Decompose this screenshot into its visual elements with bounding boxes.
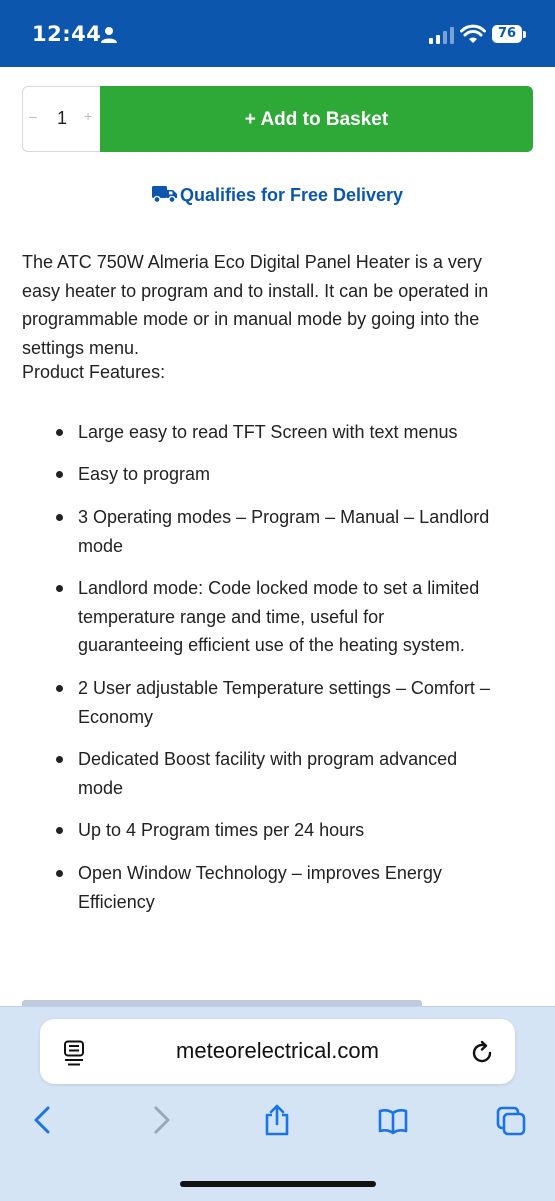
list-item <box>78 418 528 447</box>
feature-line: Dedicated Boost facility with program advanced <box>78 749 458 769</box>
list-item <box>78 460 528 489</box>
list-item <box>78 674 528 731</box>
bullet <box>56 685 63 692</box>
page-menu-icon[interactable] <box>62 1040 86 1066</box>
bookmarks-icon[interactable] <box>378 1104 408 1136</box>
list-item <box>78 745 528 802</box>
feature-line: 3 Operating modes – Program – Manual – Landlord <box>78 507 490 527</box>
feature-line: 2 User adjustable Temperature settings – Comfort – <box>78 678 490 698</box>
free-delivery-text: Qualifies for Free Delivery <box>179 185 404 205</box>
list-item <box>78 816 528 845</box>
quantity-increase-button[interactable]: + <box>84 108 93 124</box>
feature-line: temperature range and time, useful for <box>78 606 385 627</box>
status-time: 12:44 <box>32 22 102 46</box>
share-icon[interactable] <box>262 1104 292 1136</box>
list-item <box>78 574 528 660</box>
home-indicator[interactable] <box>180 1181 376 1187</box>
feature-line: mode <box>78 777 124 798</box>
wifi-icon <box>460 24 486 44</box>
description-line: settings menu. <box>22 337 140 358</box>
description-line: programmable mode or in manual mode by going into the <box>22 309 480 329</box>
quantity-value[interactable]: 1 <box>57 108 68 128</box>
truck-icon <box>152 184 178 204</box>
feature-line: Efficiency <box>78 891 155 912</box>
tabs-icon[interactable] <box>496 1104 526 1136</box>
reload-icon[interactable] <box>470 1040 496 1066</box>
feature-line: Easy to program <box>78 464 211 484</box>
battery-indicator: 76 <box>492 25 522 43</box>
feature-line: Up to 4 Program times per 24 hours <box>78 820 365 840</box>
free-delivery-notice <box>0 184 555 206</box>
bullet <box>56 827 63 834</box>
back-icon[interactable] <box>28 1104 58 1136</box>
person-icon <box>100 26 118 44</box>
bullet <box>56 514 63 521</box>
feature-line: Landlord mode: Code locked mode to set a limited <box>78 578 480 598</box>
feature-line: Economy <box>78 706 154 727</box>
bullet <box>56 471 63 478</box>
signal-icon <box>428 26 456 44</box>
feature-line: mode <box>78 535 124 556</box>
bullet <box>56 870 63 877</box>
forward-icon[interactable] <box>146 1104 176 1136</box>
bullet <box>56 429 63 436</box>
feature-line: Open Window Technology – improves Energy <box>78 863 442 883</box>
status-bar <box>0 0 555 67</box>
feature-line: Large easy to read TFT Screen with text menus <box>78 422 458 442</box>
list-item <box>78 503 528 560</box>
description-line: The ATC 750W Almeria Eco Digital Panel Heater is a very <box>22 252 482 272</box>
quantity-decrease-button[interactable]: – <box>29 108 37 124</box>
battery-tip <box>523 31 526 38</box>
list-item <box>78 859 528 916</box>
bullet <box>56 756 63 763</box>
bullet <box>56 585 63 592</box>
features-heading: Product Features: <box>22 362 166 382</box>
quantity-stepper[interactable] <box>22 86 102 152</box>
url-text[interactable]: meteorelectrical.com <box>176 1038 379 1063</box>
add-to-basket-button[interactable]: + Add to Basket <box>100 86 533 152</box>
description-line: easy heater to program and to install. It can be operated in <box>22 280 489 301</box>
feature-line: guaranteeing efficient use of the heating system. <box>78 635 465 655</box>
product-description <box>22 248 537 362</box>
